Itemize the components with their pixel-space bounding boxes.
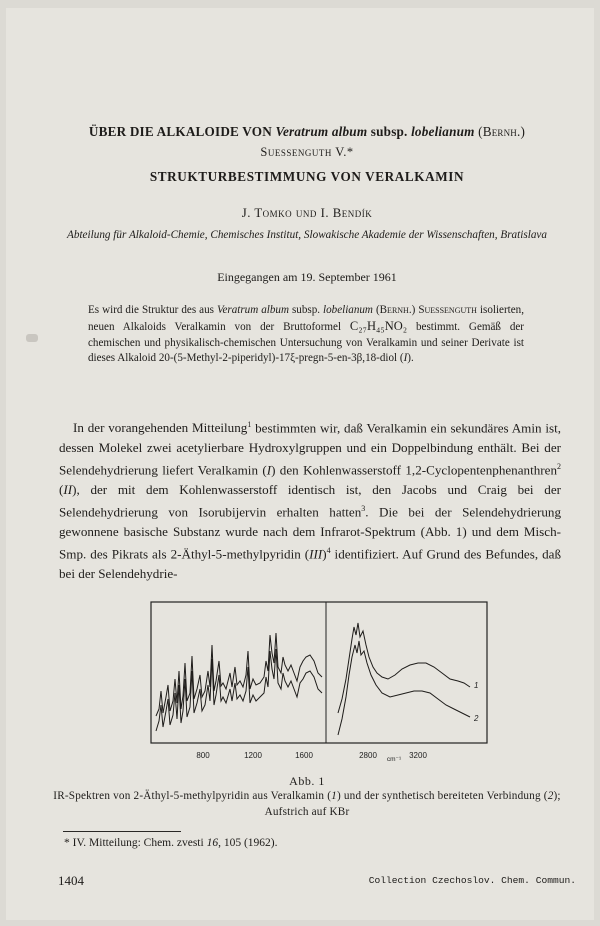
spectrum-1-fingerprint xyxy=(156,633,322,716)
body-text: identifiziert. Auf Grund des Befundes, daß bei der Selendehydrie- xyxy=(59,546,561,581)
caption-text: IR-Spektren von 2-Äthyl-5-methylpyridin aus Veralkamin ( xyxy=(53,790,332,802)
spectrum-2-fingerprint xyxy=(156,649,322,731)
footnote xyxy=(64,837,564,849)
curve-label-2: 2 xyxy=(474,714,479,723)
compound-label: III xyxy=(309,546,323,562)
body-text: bestimmten wir, daß Veralkamin ein sekundäres Amin ist, dessen Molekel zwei acetylierbare Hydroxylgruppen und ein Doppelbindung enthält. Bei der Selendehydrierung liefert Veralkamin ( xyxy=(59,420,561,478)
variety-name: lobelianum xyxy=(411,124,475,139)
variety-name: lobelianum xyxy=(323,304,373,316)
curve-label-1: 1 xyxy=(474,681,479,690)
taxon-author: Bernh. xyxy=(379,304,412,316)
reference-mark: 1 xyxy=(247,420,252,429)
abstract xyxy=(88,303,524,367)
body-text: ), der mit dem Kohlenwasserstoff identisch ist, den Jacobs und Craig bei der Selendehydrierung von Isorubijervin erhalten hatten xyxy=(59,481,561,520)
figure-title: Abb. 1 xyxy=(289,774,325,788)
x-tick-label: 3200 xyxy=(409,751,427,760)
caption-text: ); Aufstrich auf KBr xyxy=(264,790,561,818)
taxon-author: Suessenguth xyxy=(418,304,477,316)
journal-name: Collection Czechoslov. Chem. Commun. xyxy=(368,875,576,886)
x-tick-label: 1600 xyxy=(295,751,313,760)
species-name: Veratrum album xyxy=(275,124,368,139)
caption-text: ) und der synthetisch bereiteten Verbindung ( xyxy=(336,790,548,802)
title-text: subsp. xyxy=(367,124,412,139)
curve-ref: 1 xyxy=(331,790,337,802)
compound-label: I xyxy=(266,462,272,478)
footnote-text: * IV. Mitteilung: Chem. zvesti xyxy=(64,837,207,849)
abstract-text: ( xyxy=(372,304,380,316)
x-tick-label: 2800 xyxy=(359,751,377,760)
title-line-2: Suessenguth V.* xyxy=(260,145,354,159)
plot-frame xyxy=(151,602,487,743)
body-paragraph xyxy=(59,415,561,583)
footnote-volume: 16 xyxy=(206,837,219,849)
body-text: ) den Kohlenwasserstoff 1,2-Cyclopentenphenanthren xyxy=(271,462,557,478)
ir-spectrum-plot xyxy=(150,601,488,771)
received-date: Eingegangen am 19. September 1961 xyxy=(217,270,397,284)
figure-caption xyxy=(46,789,568,820)
body-text: . Die bei der Selendehydrierung gewonnene basische Substanz wurde nach dem Infrarot-Spektrum (Abb. 1) und dem Misch-Smp. des Pikrats als 2-Äthyl-5-methylpyridin ( xyxy=(59,504,561,562)
article-subtitle: STRUKTURBESTIMMUNG VON VERALKAMIN xyxy=(149,169,465,184)
compound-label: II xyxy=(63,481,73,497)
spectrum-2-high-range xyxy=(338,641,470,735)
footnote-text: , 105 (1962). xyxy=(218,837,278,849)
abstract-text: ) xyxy=(411,304,419,316)
reference-mark: 2 xyxy=(557,461,561,471)
abstract-text: bestimmt. Gemäß der chemischen und physikalisch-chemischen Untersuchung von Veralkamin und seiner Derivate ist dieses Alkaloid 20-(5-Methyl-2-piperidyl)-17ξ-pregn-5-en-3β,18-diol ( xyxy=(88,320,524,365)
spectrum-1-high-range xyxy=(338,623,470,713)
taxon-author: (Bernh.) xyxy=(474,124,526,139)
body-text: ( xyxy=(59,481,64,497)
ir-spectrum-figure xyxy=(150,601,488,771)
paper-speck xyxy=(26,334,38,342)
authors: J. Tomko und I. Bendík xyxy=(241,206,373,220)
abstract-text: ). xyxy=(407,352,414,365)
species-name: Veratrum album xyxy=(216,304,289,316)
reference-mark: 3 xyxy=(361,503,366,513)
title-text: ÜBER DIE ALKALOIDE VON xyxy=(88,124,276,139)
title-line-1 xyxy=(46,124,568,140)
x-axis-unit: cm⁻¹ xyxy=(386,756,402,763)
page xyxy=(6,8,594,920)
x-tick-label: 800 xyxy=(196,751,210,760)
footnote-rule xyxy=(63,831,181,832)
abstract-text: subsp. xyxy=(288,304,324,316)
page-number: 1404 xyxy=(58,873,84,888)
reference-mark: 4 xyxy=(326,545,331,555)
abstract-text: isolierten, neuen Alkaloids Veralkamin von der Bruttoformel xyxy=(88,304,524,333)
compound-label: I xyxy=(403,352,408,365)
curve-ref: 2 xyxy=(547,790,554,802)
molecular-formula: C₂₇H₄₅NO₂ xyxy=(349,318,408,333)
affiliation: Abteilung für Alkaloid-Chemie, Chemisches Institut, Slowakische Akademie der Wissenschaften, Bratislava xyxy=(67,229,547,241)
x-tick-label: 1200 xyxy=(244,751,262,760)
body-text: In der vorangehenden Mitteilung xyxy=(73,420,248,436)
body-text: ) xyxy=(322,546,327,562)
abstract-text: Es wird die Struktur des aus xyxy=(88,304,217,316)
